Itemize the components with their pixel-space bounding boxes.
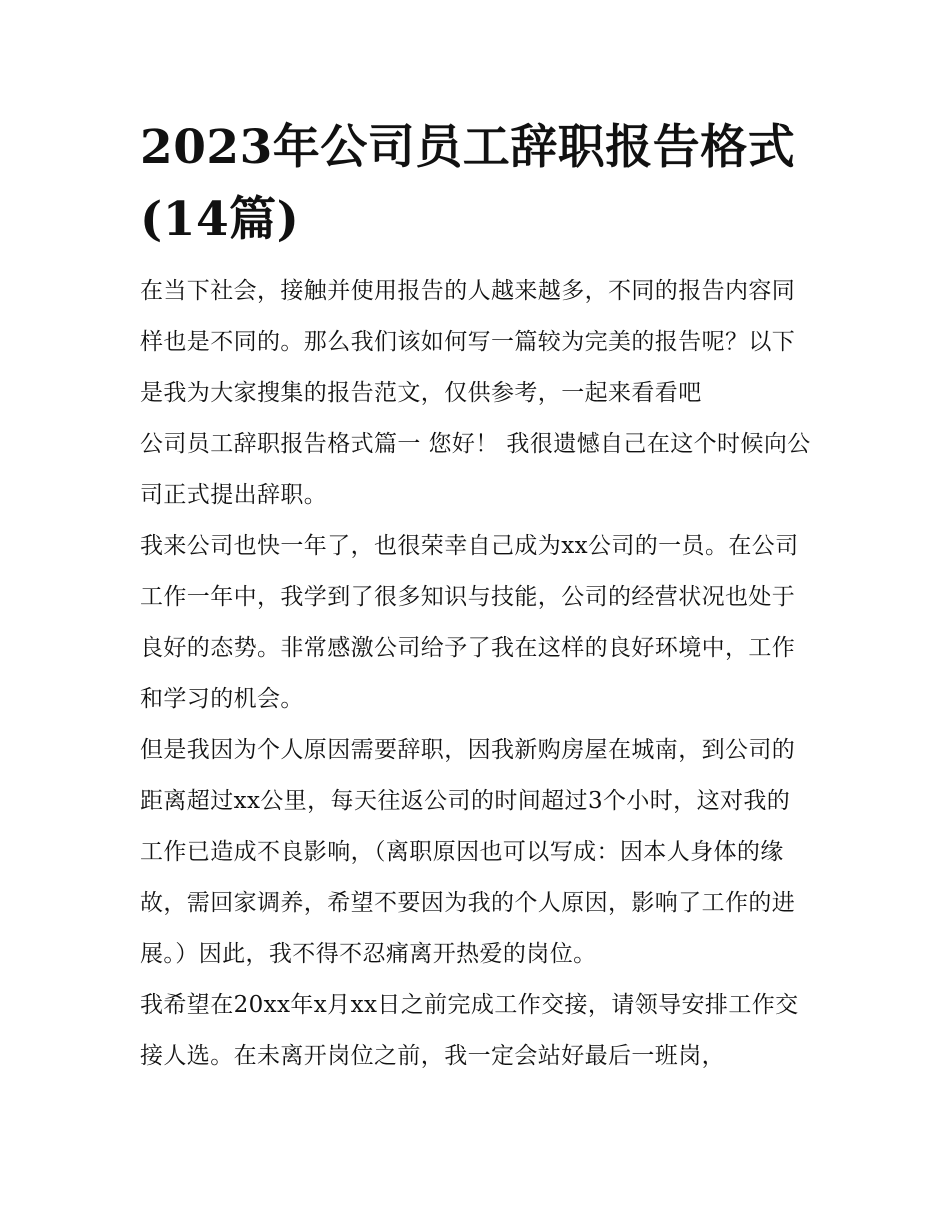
document-title: 2023年公司员工辞职报告格式(14篇)	[140, 120, 796, 247]
paragraph-greeting: 公司员工辞职报告格式篇一 您好！ 我很遗憾自己在这个时候向公司正式提出辞职。	[140, 431, 811, 508]
paragraph-reason: 但是我因为个人原因需要辞职，因我新购房屋在城南，到公司的距离超过xx公里，每天往返公司的时间超过3个小时，这对我的工作已造成不良影响，（离职原因也可以写成：因本人身体的缘故，需回家调养，希望不要因为我的个人原因，影响了工作的进展。）因此，我不得不忍痛离开热爱的岗位。	[140, 737, 796, 967]
paragraph-background: 我来公司也快一年了，也很荣幸自己成为xx公司的一员。在公司工作一年中，我学到了很多知识与技能，公司的经营状况也处于良好的态势。非常感激公司给予了我在这样的良好环境中，工作和学习的机会。	[140, 533, 799, 712]
paragraph-intro: 在当下社会，接触并使用报告的人越来越多，不同的报告内容同样也是不同的。那么我们该如何写一篇较为完美的报告呢？以下是我为大家搜集的报告范文，仅供参考，一起来看看吧	[140, 278, 796, 406]
document-body	[140, 112, 812, 1082]
paragraph-handover: 我希望在20xx年x月xx日之前完成工作交接，请领导安排工作交接人选。在未离开岗位之前，我一定会站好最后一班岗，	[140, 992, 799, 1069]
